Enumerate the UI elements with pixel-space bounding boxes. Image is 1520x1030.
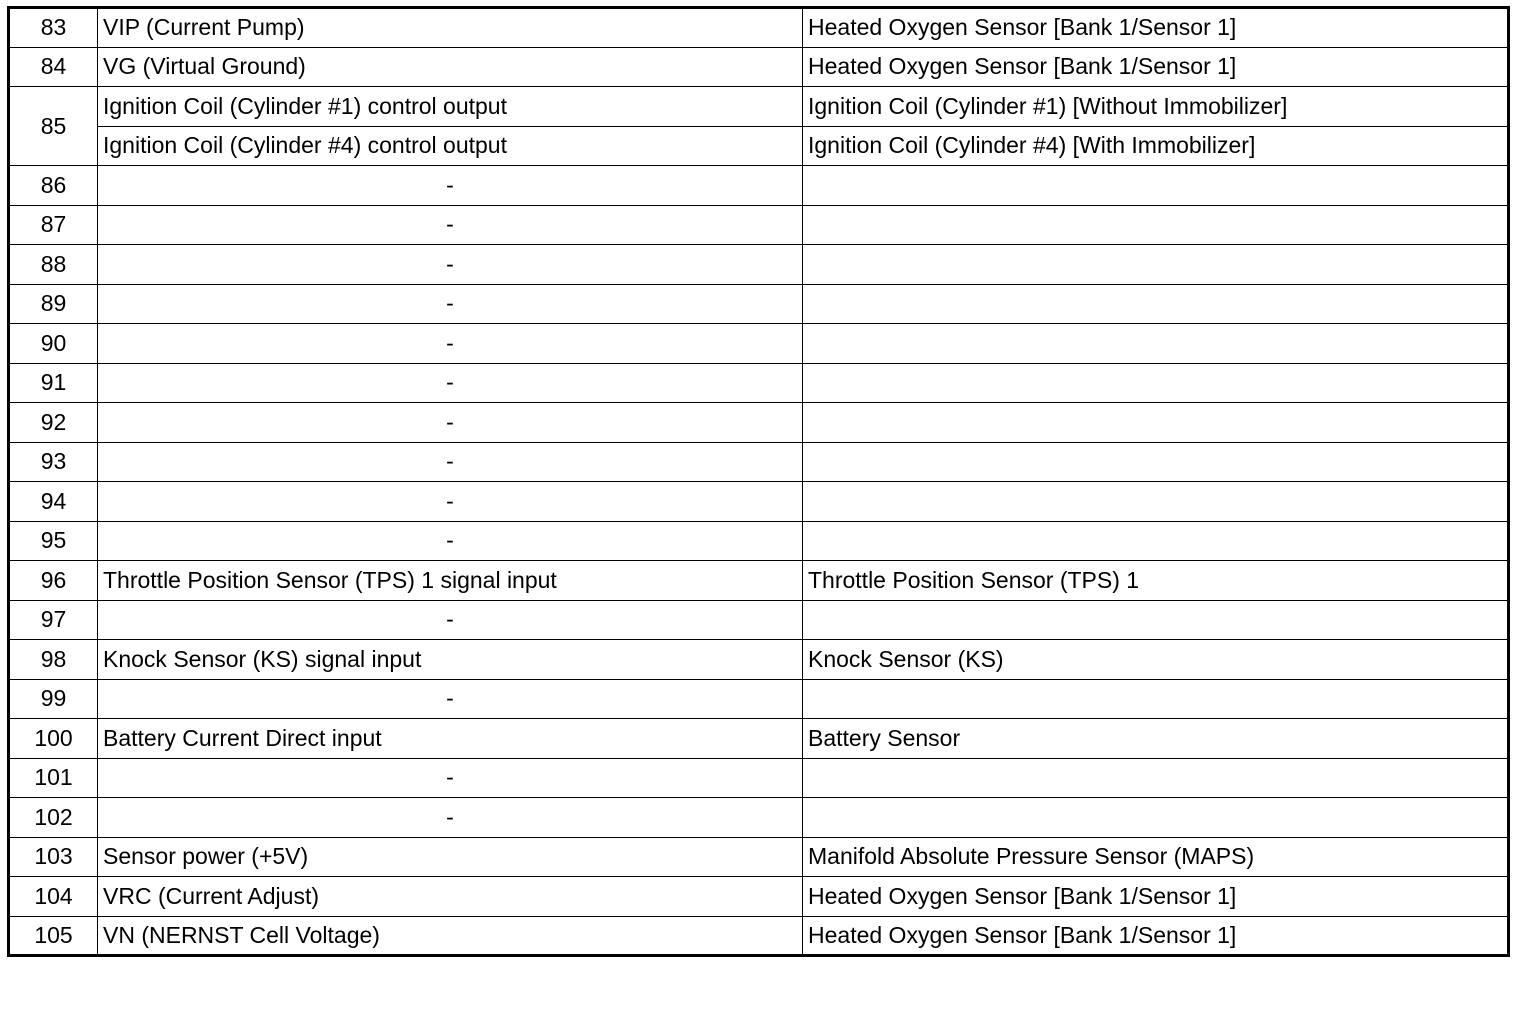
table-row [9, 877, 1509, 917]
pin-number: 103 [9, 837, 98, 877]
connected-component [803, 798, 1509, 838]
connected-component [803, 205, 1509, 245]
pin-description: VIP (Current Pump) [98, 8, 803, 48]
table-row [9, 126, 1509, 166]
pin-number: 90 [9, 324, 98, 364]
pin-description: - [98, 442, 803, 482]
connected-component [803, 245, 1509, 285]
pin-description: VRC (Current Adjust) [98, 877, 803, 917]
connected-component: Heated Oxygen Sensor [Bank 1/Sensor 1] [803, 47, 1509, 87]
connected-component: Knock Sensor (KS) [803, 640, 1509, 680]
connected-component [803, 363, 1509, 403]
table-row [9, 758, 1509, 798]
connected-component [803, 758, 1509, 798]
pin-number: 91 [9, 363, 98, 403]
pin-number: 102 [9, 798, 98, 838]
pin-description: - [98, 521, 803, 561]
table-body [9, 8, 1509, 956]
connected-component [803, 679, 1509, 719]
table-row [9, 837, 1509, 877]
table-row [9, 482, 1509, 522]
table-row [9, 205, 1509, 245]
pin-description: - [98, 403, 803, 443]
table-row [9, 324, 1509, 364]
connected-component [803, 600, 1509, 640]
pin-description: VG (Virtual Ground) [98, 47, 803, 87]
pin-number: 84 [9, 47, 98, 87]
connected-component [803, 324, 1509, 364]
pin-description: - [98, 679, 803, 719]
table-row [9, 521, 1509, 561]
pin-description: - [98, 600, 803, 640]
pin-description: - [98, 245, 803, 285]
pin-description: - [98, 758, 803, 798]
table-row [9, 166, 1509, 206]
connected-component [803, 166, 1509, 206]
pin-description: Knock Sensor (KS) signal input [98, 640, 803, 680]
pin-description: Sensor power (+5V) [98, 837, 803, 877]
connected-component: Manifold Absolute Pressure Sensor (MAPS) [803, 837, 1509, 877]
pin-number: 99 [9, 679, 98, 719]
pin-number: 97 [9, 600, 98, 640]
table-row [9, 442, 1509, 482]
pin-number: 98 [9, 640, 98, 680]
connected-component: Heated Oxygen Sensor [Bank 1/Sensor 1] [803, 877, 1509, 917]
pin-number: 100 [9, 719, 98, 759]
pin-number: 104 [9, 877, 98, 917]
connected-component [803, 442, 1509, 482]
pin-description: - [98, 798, 803, 838]
connected-component: Throttle Position Sensor (TPS) 1 [803, 561, 1509, 601]
pin-number: 85 [9, 87, 98, 166]
connected-component: Ignition Coil (Cylinder #4) [With Immobilizer] [803, 126, 1509, 166]
connected-component: Heated Oxygen Sensor [Bank 1/Sensor 1] [803, 916, 1509, 956]
table-row [9, 47, 1509, 87]
connected-component [803, 403, 1509, 443]
table-row [9, 640, 1509, 680]
pin-description: VN (NERNST Cell Voltage) [98, 916, 803, 956]
pin-number: 87 [9, 205, 98, 245]
connected-component [803, 482, 1509, 522]
pin-number: 88 [9, 245, 98, 285]
pin-description: - [98, 205, 803, 245]
connected-component [803, 521, 1509, 561]
pin-number: 105 [9, 916, 98, 956]
pin-description: - [98, 324, 803, 364]
table-row [9, 284, 1509, 324]
table-row [9, 719, 1509, 759]
table-row [9, 245, 1509, 285]
pin-description: - [98, 482, 803, 522]
pin-number: 94 [9, 482, 98, 522]
table-row [9, 403, 1509, 443]
connected-component [803, 284, 1509, 324]
connected-component: Ignition Coil (Cylinder #1) [Without Immobilizer] [803, 87, 1509, 127]
pin-number: 93 [9, 442, 98, 482]
table-row [9, 916, 1509, 956]
pin-description: Ignition Coil (Cylinder #4) control output [98, 126, 803, 166]
table-row [9, 363, 1509, 403]
pin-number: 92 [9, 403, 98, 443]
pin-description: Ignition Coil (Cylinder #1) control output [98, 87, 803, 127]
pin-description: Battery Current Direct input [98, 719, 803, 759]
table-row [9, 8, 1509, 48]
pin-description-table [7, 6, 1510, 957]
connected-component: Heated Oxygen Sensor [Bank 1/Sensor 1] [803, 8, 1509, 48]
table-row [9, 600, 1509, 640]
pin-description: Throttle Position Sensor (TPS) 1 signal input [98, 561, 803, 601]
pin-description: - [98, 284, 803, 324]
pin-description: - [98, 363, 803, 403]
table-row [9, 561, 1509, 601]
pin-number: 83 [9, 8, 98, 48]
table-row [9, 798, 1509, 838]
pin-description: - [98, 166, 803, 206]
table-row [9, 679, 1509, 719]
connected-component: Battery Sensor [803, 719, 1509, 759]
pin-number: 96 [9, 561, 98, 601]
table-row [9, 87, 1509, 127]
pin-number: 89 [9, 284, 98, 324]
pin-number: 95 [9, 521, 98, 561]
pin-number: 101 [9, 758, 98, 798]
pin-number: 86 [9, 166, 98, 206]
